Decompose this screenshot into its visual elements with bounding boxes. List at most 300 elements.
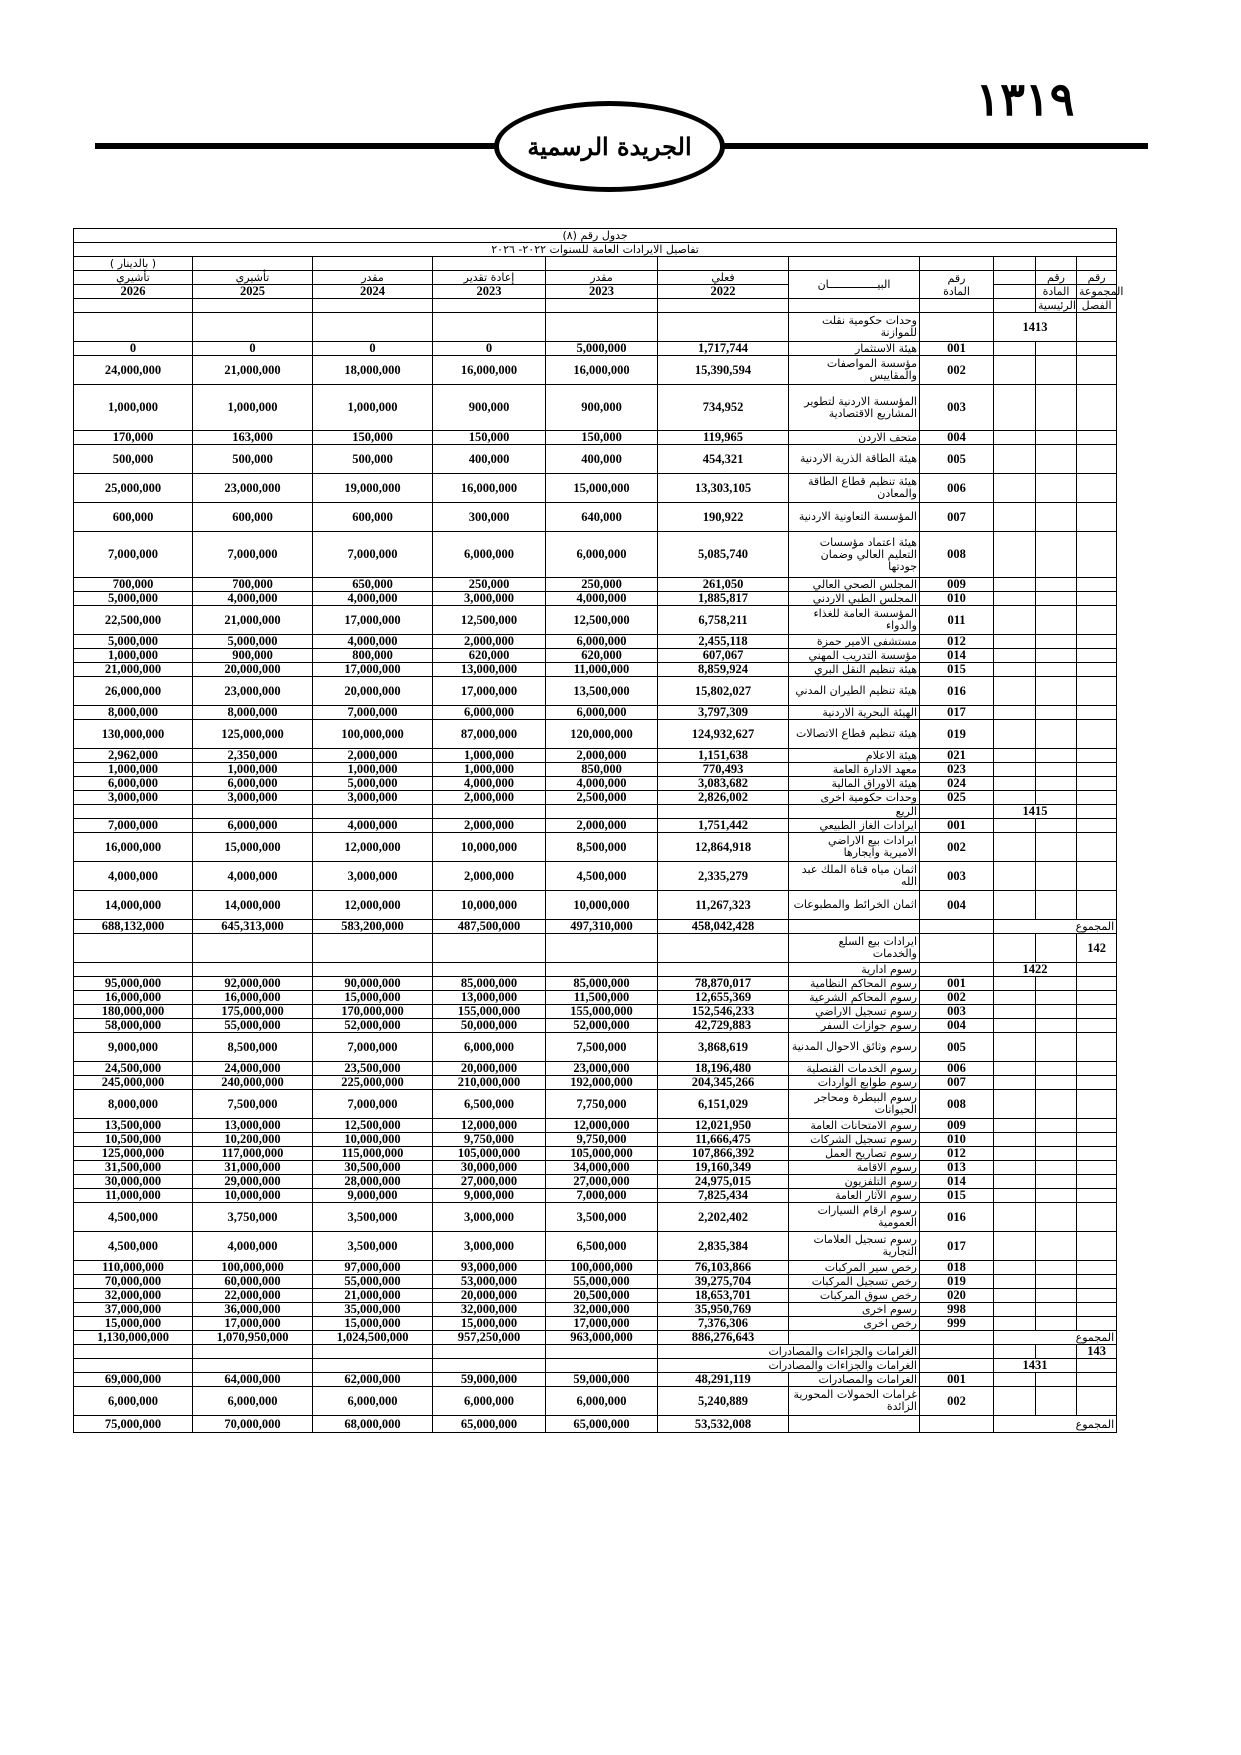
article-code: 025 [920,791,994,805]
value-cell: 607,067 [658,649,789,663]
col-kind-2023: مقدر [546,271,658,285]
value-cell: 700,000 [193,578,313,592]
value-cell: 5,240,889 [658,1387,789,1416]
value-cell: 69,000,000 [74,1373,193,1387]
value-cell: 48,291,119 [658,1373,789,1387]
value-cell: 97,000,000 [313,1261,433,1275]
value-cell: 1,717,744 [658,342,789,356]
article-code: 024 [920,777,994,791]
table-row [74,763,1117,777]
revenue-table-container [73,228,1124,1433]
value-cell: 6,000,000 [546,1387,658,1416]
value-cell: 6,500,000 [546,1232,658,1261]
value-cell: 4,000,000 [313,592,433,606]
row-description: رسوم الخدمات القنصلية [789,1062,920,1076]
value-cell: 6,000,000 [433,706,546,720]
total-row [74,1331,1117,1345]
value-cell: 4,000,000 [313,635,433,649]
value-cell: 3,000,000 [313,791,433,805]
value-cell: 1,130,000,000 [74,1331,193,1345]
value-cell: 15,390,594 [658,356,789,385]
value-cell: 24,975,015 [658,1175,789,1189]
value-cell: 5,000,000 [546,342,658,356]
value-cell: 11,000,000 [74,1189,193,1203]
value-cell: 34,000,000 [546,1161,658,1175]
value-cell: 27,000,000 [546,1175,658,1189]
table-row [74,1062,1117,1076]
table-row [74,445,1117,474]
value-cell: 620,000 [433,649,546,663]
value-cell: 29,000,000 [193,1175,313,1189]
value-cell: 170,000 [74,431,193,445]
value-cell: 734,952 [658,385,789,431]
article-code: 017 [920,1232,994,1261]
page-number: ١٣١٩ [975,72,1075,126]
article-code: 003 [920,862,994,891]
value-cell: 15,000,000 [433,1317,546,1331]
value-cell: 2,000,000 [433,791,546,805]
table-row [74,1147,1117,1161]
group-row [74,1345,1117,1359]
value-cell: 30,000,000 [433,1161,546,1175]
article-code: 014 [920,1175,994,1189]
value-cell: 31,000,000 [193,1161,313,1175]
value-cell: 4,000,000 [193,1232,313,1261]
section-row [74,963,1117,977]
value-cell: 2,000,000 [313,749,433,763]
value-cell: 64,000,000 [193,1373,313,1387]
value-cell: 1,885,817 [658,592,789,606]
value-cell: 36,000,000 [193,1303,313,1317]
value-cell: 1,000,000 [433,749,546,763]
value-cell: 11,500,000 [546,991,658,1005]
col-year-2026: 2026 [74,285,193,299]
section-row [74,313,1117,342]
col-kind-2025: تأشيري [193,271,313,285]
value-cell: 3,000,000 [433,1232,546,1261]
table-row [74,635,1117,649]
row-description: رسوم تصاريح العمل [789,1147,920,1161]
article-code: 019 [920,720,994,749]
value-cell: 180,000,000 [74,1005,193,1019]
value-cell: 3,500,000 [313,1232,433,1261]
value-cell: 24,500,000 [74,1062,193,1076]
value-cell: 20,000,000 [433,1062,546,1076]
article-code: 005 [920,1033,994,1062]
value-cell: 65,000,000 [433,1416,546,1433]
value-cell: 125,000,000 [193,720,313,749]
value-cell: 6,500,000 [433,1090,546,1119]
value-cell: 59,000,000 [433,1373,546,1387]
table-row [74,862,1117,891]
value-cell: 55,000,000 [546,1275,658,1289]
value-cell: 30,000,000 [74,1175,193,1189]
value-cell: 4,000,000 [546,592,658,606]
row-description: هيئة تنظيم قطاع الاتصالات [789,720,920,749]
value-cell: 12,000,000 [433,1119,546,1133]
value-cell: 4,000,000 [193,862,313,891]
row-description: رسوم الآثار العامة [789,1189,920,1203]
row-description: رسوم اخرى [789,1303,920,1317]
table-row [74,342,1117,356]
value-cell: 6,000,000 [546,706,658,720]
value-cell: 14,000,000 [74,891,193,920]
article-code: 009 [920,578,994,592]
value-cell: 6,000,000 [74,1387,193,1416]
value-cell: 6,151,029 [658,1090,789,1119]
value-cell: 5,000,000 [74,592,193,606]
value-cell: 583,200,000 [313,920,433,934]
total-label: المجموع [994,1416,1117,1433]
value-cell: 16,000,000 [433,474,546,503]
article-code: 006 [920,474,994,503]
value-cell: 60,000,000 [193,1275,313,1289]
article-code: 002 [920,1387,994,1416]
value-cell: 175,000,000 [193,1005,313,1019]
table-row [74,791,1117,805]
value-cell: 4,000,000 [193,592,313,606]
value-cell: 115,000,000 [313,1147,433,1161]
article-code: 017 [920,706,994,720]
value-cell: 21,000,000 [313,1289,433,1303]
value-cell: 100,000,000 [546,1261,658,1275]
row-description: المجلس الطبي الاردني [789,592,920,606]
group-row [74,934,1117,963]
article-code: 016 [920,677,994,706]
value-cell: 13,000,000 [433,663,546,677]
value-cell: 90,000,000 [313,977,433,991]
total-label: المجموع [994,920,1117,934]
col-year-2022: 2022 [658,285,789,299]
table-row [74,663,1117,677]
table-row [74,1005,1117,1019]
col-kind-2024: مقدر [313,271,433,285]
value-cell: 3,500,000 [313,1203,433,1232]
article-code: 013 [920,1161,994,1175]
value-cell: 620,000 [546,649,658,663]
value-cell: 95,000,000 [74,977,193,991]
value-cell: 13,000,000 [193,1119,313,1133]
row-description: رخص اخرى [789,1317,920,1331]
article-code: 012 [920,635,994,649]
value-cell: 2,500,000 [546,791,658,805]
value-cell: 70,000,000 [193,1416,313,1433]
total-row [74,920,1117,934]
value-cell: 10,500,000 [74,1133,193,1147]
value-cell: 6,000,000 [193,819,313,833]
value-cell: 600,000 [74,503,193,532]
value-cell: 3,500,000 [546,1203,658,1232]
row-description: الغرامات والمصادرات [789,1373,920,1387]
table-row [74,749,1117,763]
value-cell: 900,000 [546,385,658,431]
value-cell: 1,070,950,000 [193,1331,313,1345]
value-cell: 130,000,000 [74,720,193,749]
value-cell: 8,500,000 [193,1033,313,1062]
value-cell: 25,000,000 [74,474,193,503]
article-code: 010 [920,592,994,606]
value-cell: 4,000,000 [74,862,193,891]
section-row [74,1359,1117,1373]
value-cell: 900,000 [433,385,546,431]
value-cell: 17,000,000 [546,1317,658,1331]
value-cell: 7,000,000 [546,1189,658,1203]
value-cell: 9,000,000 [74,1033,193,1062]
value-cell: 107,866,392 [658,1147,789,1161]
table-row [74,578,1117,592]
header-row-extra [74,299,1117,313]
value-cell: 2,000,000 [546,749,658,763]
value-cell: 2,826,002 [658,791,789,805]
row-description: ايرادات بيع السلع والخدمات [789,934,920,963]
value-cell: 7,750,000 [546,1090,658,1119]
table-row [74,1019,1117,1033]
value-cell: 15,802,027 [658,677,789,706]
row-description: هيئة تنظيم قطاع الطاقة والمعادن [789,474,920,503]
row-description: الهيئة البحرية الاردنية [789,706,920,720]
header-row-kind [74,271,1117,285]
value-cell: 12,655,369 [658,991,789,1005]
value-cell: 23,000,000 [193,677,313,706]
table-title-row [74,229,1117,243]
value-cell: 8,000,000 [193,706,313,720]
value-cell: 3,797,309 [658,706,789,720]
article-code: 004 [920,431,994,445]
value-cell: 24,000,000 [74,356,193,385]
value-cell: 7,000,000 [313,1090,433,1119]
row-description: مستشفى الامير حمزة [789,635,920,649]
value-cell: 957,250,000 [433,1331,546,1345]
table-row [74,649,1117,663]
item-header-l1: رقم [1036,271,1077,285]
value-cell: 92,000,000 [193,977,313,991]
table-row [74,385,1117,431]
table-row [74,356,1117,385]
value-cell: 7,825,434 [658,1189,789,1203]
value-cell: 155,000,000 [546,1005,658,1019]
col-kind-2026: تأشيري [74,271,193,285]
value-cell: 105,000,000 [546,1147,658,1161]
value-cell: 645,313,000 [193,920,313,934]
col-kind-2022: فعلي [658,271,789,285]
value-cell: 1,024,500,000 [313,1331,433,1345]
value-cell: 2,000,000 [433,862,546,891]
value-cell: 100,000,000 [193,1261,313,1275]
value-cell: 6,000,000 [193,1387,313,1416]
article-header-l1: رقم [947,271,966,285]
value-cell: 6,000,000 [546,532,658,578]
row-description: رسوم الاقامة [789,1161,920,1175]
value-cell: 7,000,000 [313,706,433,720]
value-cell: 105,000,000 [433,1147,546,1161]
value-cell: 100,000,000 [313,720,433,749]
value-cell: 10,000,000 [546,891,658,920]
value-cell: 10,000,000 [193,1189,313,1203]
value-cell: 6,000,000 [433,1033,546,1062]
value-cell: 14,000,000 [193,891,313,920]
value-cell: 117,000,000 [193,1147,313,1161]
table-row [74,1289,1117,1303]
article-code: 999 [920,1317,994,1331]
value-cell: 11,000,000 [546,663,658,677]
value-cell: 454,321 [658,445,789,474]
article-code: 002 [920,833,994,862]
value-cell: 12,021,950 [658,1119,789,1133]
value-cell: 19,000,000 [313,474,433,503]
value-cell: 6,758,211 [658,606,789,635]
value-cell: 13,500,000 [546,677,658,706]
table-title: جدول رقم (٨) [74,229,1117,243]
value-cell: 19,160,349 [658,1161,789,1175]
row-description: المؤسسة التعاونية الاردنية [789,503,920,532]
value-cell: 1,000,000 [193,763,313,777]
value-cell: 6,000,000 [433,1387,546,1416]
value-cell: 12,000,000 [313,833,433,862]
row-description: المؤسسة الاردنية لتطوير المشاريع الاقتصادية [789,385,920,431]
value-cell: 12,500,000 [313,1119,433,1133]
value-cell: 261,050 [658,578,789,592]
section-row [74,805,1117,819]
value-cell: 20,000,000 [193,663,313,677]
article-code: 016 [920,1203,994,1232]
article-code: 012 [920,1147,994,1161]
value-cell: 9,000,000 [433,1189,546,1203]
value-cell: 58,000,000 [74,1019,193,1033]
value-cell: 16,000,000 [193,991,313,1005]
article-code: 004 [920,1019,994,1033]
header-rule-right [723,143,1148,149]
row-description: المجلس الصحي العالي [789,578,920,592]
article-code: 020 [920,1289,994,1303]
value-cell: 12,000,000 [313,891,433,920]
article-code: 019 [920,1275,994,1289]
article-code: 008 [920,1090,994,1119]
value-cell: 3,750,000 [193,1203,313,1232]
article-code: 015 [920,663,994,677]
value-cell: 3,000,000 [313,862,433,891]
value-cell: 150,000 [433,431,546,445]
value-cell: 12,500,000 [546,606,658,635]
row-description: معهد الادارة العامة [789,763,920,777]
row-description: اثمان الخرائط والمطبوعات [789,891,920,920]
value-cell: 225,000,000 [313,1076,433,1090]
value-cell: 21,000,000 [74,663,193,677]
col-kind-2023-reestimate: إعادة تقدير [433,271,546,285]
group-header-l3: الفصل [1077,299,1117,313]
value-cell: 9,750,000 [546,1133,658,1147]
revenue-table [73,228,1124,1433]
row-description: رسوم تسجيل العلامات التجارية [789,1232,920,1261]
item-code: 1431 [994,1359,1077,1373]
value-cell: 6,000,000 [313,1387,433,1416]
value-cell: 42,729,883 [658,1019,789,1033]
table-row [74,991,1117,1005]
article-code: 007 [920,503,994,532]
value-cell: 500,000 [313,445,433,474]
value-cell: 163,000 [193,431,313,445]
value-cell: 192,000,000 [546,1076,658,1090]
row-description: رخص تسجيل المركبات [789,1275,920,1289]
value-cell: 15,000,000 [313,991,433,1005]
value-cell: 15,000,000 [313,1317,433,1331]
value-cell: 7,000,000 [313,532,433,578]
row-description: هيئة اعتماد مؤسسات التعليم العالي وضمان جودتها [789,532,920,578]
value-cell: 500,000 [74,445,193,474]
masthead-title: الجريدة الرسمية [527,132,692,161]
value-cell: 155,000,000 [433,1005,546,1019]
total-label: المجموع [994,1331,1117,1345]
value-cell: 7,500,000 [546,1033,658,1062]
value-cell: 240,000,000 [193,1076,313,1090]
value-cell: 20,000,000 [313,677,433,706]
value-cell: 3,000,000 [193,791,313,805]
value-cell: 110,000,000 [74,1261,193,1275]
article-code: 998 [920,1303,994,1317]
value-cell: 16,000,000 [546,356,658,385]
table-row [74,1373,1117,1387]
table-row [74,1189,1117,1203]
article-code: 010 [920,1133,994,1147]
value-cell: 18,653,701 [658,1289,789,1303]
table-row [74,1076,1117,1090]
table-row [74,977,1117,991]
value-cell: 16,000,000 [74,991,193,1005]
value-cell: 600,000 [193,503,313,532]
table-row [74,833,1117,862]
value-cell: 21,000,000 [193,356,313,385]
value-cell: 600,000 [313,503,433,532]
table-row [74,606,1117,635]
article-code: 023 [920,763,994,777]
row-description: هيئة الاوراق المالية [789,777,920,791]
value-cell: 52,000,000 [546,1019,658,1033]
row-description: هيئة تنظيم الطيران المدني [789,677,920,706]
total-row [74,1416,1117,1433]
value-cell: 21,000,000 [193,606,313,635]
row-description: الريع [789,805,920,819]
table-row [74,503,1117,532]
value-cell: 76,103,866 [658,1261,789,1275]
value-cell: 37,000,000 [74,1303,193,1317]
value-cell: 15,000,000 [546,474,658,503]
value-cell: 18,000,000 [313,356,433,385]
value-cell: 120,000,000 [546,720,658,749]
value-cell: 3,000,000 [433,592,546,606]
row-description: وحدات حكومية نقلت للموازنة [789,313,920,342]
value-cell: 16,000,000 [74,833,193,862]
value-cell: 17,000,000 [313,663,433,677]
value-cell: 800,000 [313,649,433,663]
article-code: 001 [920,1373,994,1387]
value-cell: 16,000,000 [433,356,546,385]
table-subtitle-row [74,243,1117,257]
table-row [74,891,1117,920]
value-cell: 9,750,000 [433,1133,546,1147]
value-cell: 2,350,000 [193,749,313,763]
article-code: 002 [920,991,994,1005]
value-cell: 400,000 [433,445,546,474]
unit-row [74,257,1117,271]
row-description: المؤسسة العامة للغذاء والدواء [789,606,920,635]
value-cell: 0 [433,342,546,356]
group-header-l1: رقم [1077,271,1117,285]
col-year-2023: 2023 [546,285,658,299]
value-cell: 26,000,000 [74,677,193,706]
value-cell: 7,500,000 [193,1090,313,1119]
value-cell: 39,275,704 [658,1275,789,1289]
col-year-2023-reestimate: 2023 [433,285,546,299]
value-cell: 50,000,000 [433,1019,546,1033]
